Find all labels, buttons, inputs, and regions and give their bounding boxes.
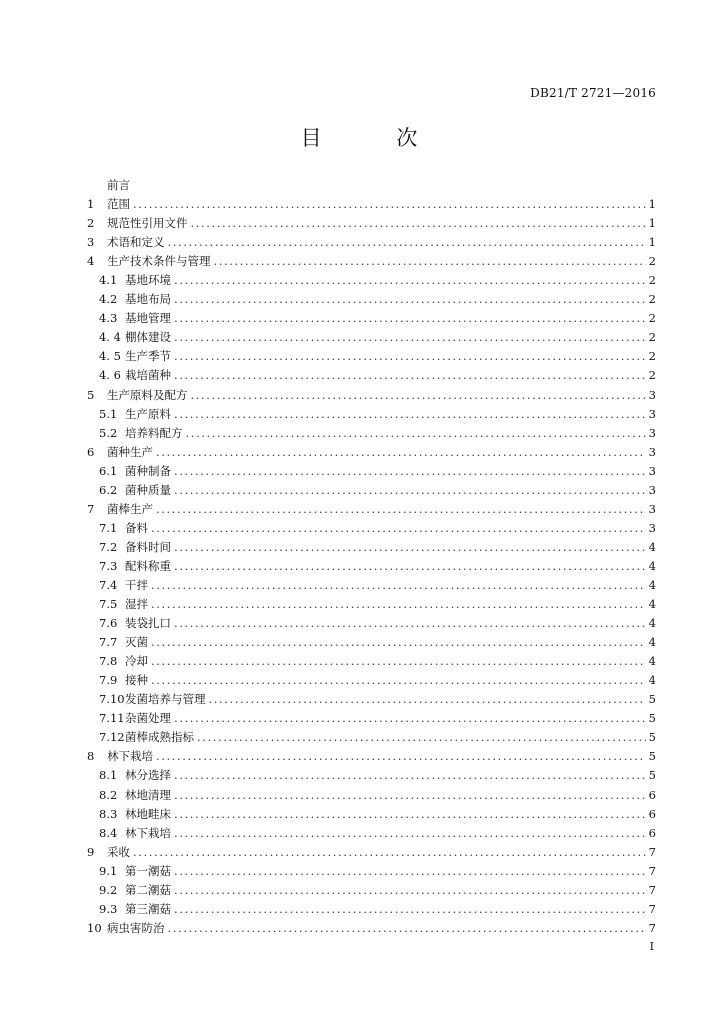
toc-entry[interactable] (87, 805, 656, 824)
toc-leader-dots (174, 309, 646, 328)
toc-entry-number: 4. 5 (99, 349, 121, 364)
toc-entry[interactable] (87, 881, 656, 900)
toc-entry-page: 5 (648, 692, 656, 707)
toc-entry-label: 发菌培养与管理 (125, 692, 206, 707)
toc-entry[interactable] (87, 405, 656, 424)
toc-entry-label: 林分选择 (125, 768, 171, 783)
toc-entry-number: 7.9 (99, 673, 118, 688)
toc-entry-label: 病虫害防治 (107, 920, 165, 935)
toc-entry-number: 6.2 (99, 482, 118, 497)
toc-entry-number: 5.2 (99, 425, 118, 440)
toc-entry-label: 栽培菌种 (125, 368, 171, 383)
page-title: 目 次 (300, 126, 452, 150)
toc-entry-number: 9.3 (99, 901, 118, 916)
toc-entry[interactable] (87, 462, 656, 481)
toc-entry-page: 2 (648, 273, 656, 288)
toc-entry[interactable] (87, 747, 656, 766)
toc-entry[interactable] (87, 557, 656, 576)
toc-entry-label: 基地管理 (125, 311, 171, 326)
toc-leader-dots (133, 843, 646, 862)
toc-entry[interactable] (87, 386, 656, 405)
toc-entry-label: 林下栽培 (107, 749, 153, 764)
toc-entry-label: 第二潮菇 (125, 882, 171, 897)
toc-entry[interactable] (87, 538, 656, 557)
toc-entry-label: 生产原料及配方 (107, 387, 188, 402)
toc-entry-number: 4 (87, 254, 95, 269)
toc-entry-label: 第三潮菇 (125, 901, 171, 916)
toc-entry[interactable] (87, 176, 656, 195)
toc-leader-dots (174, 405, 646, 424)
toc-entry-number: 5 (87, 387, 95, 402)
toc-entry-number: 7.10 (99, 692, 125, 707)
toc-entry-page: 3 (648, 387, 656, 402)
toc-entry-page: 2 (648, 311, 656, 326)
toc-entry-page: 4 (648, 616, 656, 631)
toc-entry-label: 林下栽培 (125, 825, 171, 840)
toc-entry[interactable] (87, 214, 656, 233)
toc-entry-number: 1 (87, 197, 95, 212)
toc-entry-number: 7.8 (99, 654, 118, 669)
toc-leader-dots (174, 766, 646, 785)
toc-leader-dots (174, 614, 646, 633)
toc-entry-number: 8.1 (99, 768, 118, 783)
toc-leader-dots (174, 862, 646, 881)
toc-leader-dots (151, 595, 646, 614)
toc-entry-label: 林地畦床 (125, 806, 171, 821)
toc-entry-number: 7.11 (99, 711, 125, 726)
toc-entry-label: 菌种制备 (125, 463, 171, 478)
toc-entry-number: 8.4 (99, 825, 118, 840)
toc-entry-label: 范围 (107, 197, 130, 212)
toc-entry-page: 6 (648, 825, 656, 840)
toc-entry[interactable] (87, 195, 656, 214)
toc-entry-page: 3 (648, 463, 656, 478)
toc-entry-label: 采收 (107, 844, 130, 859)
toc-entry[interactable] (87, 290, 656, 309)
toc-entry[interactable] (87, 824, 656, 843)
toc-entry[interactable] (87, 233, 656, 252)
toc-entry[interactable] (87, 309, 656, 328)
toc-entry-number: 4. 6 (99, 368, 121, 383)
toc-entry-page: 2 (648, 292, 656, 307)
toc-entry-number: 2 (87, 216, 95, 231)
toc-entry[interactable] (87, 900, 656, 919)
toc-leader-dots (156, 747, 646, 766)
toc-entry[interactable] (87, 671, 656, 690)
toc-leader-dots (174, 900, 646, 919)
toc-entry-page: 3 (648, 520, 656, 535)
toc-entry-page: 3 (648, 482, 656, 497)
toc-leader-dots (191, 386, 646, 405)
toc-entry-number: 7.6 (99, 616, 118, 631)
toc-leader-dots (174, 709, 646, 728)
toc-entry[interactable] (87, 766, 656, 785)
toc-entry-number: 4.2 (99, 292, 118, 307)
toc-entry-page: 5 (648, 711, 656, 726)
toc-entry[interactable] (87, 919, 656, 938)
toc-entry-number: 5.1 (99, 406, 118, 421)
toc-entry[interactable] (87, 500, 656, 519)
toc-entry-page: 5 (648, 768, 656, 783)
toc-entry-number: 4. 4 (99, 330, 121, 345)
toc-entry-label: 杂菌处理 (125, 711, 171, 726)
toc-leader-dots (151, 633, 646, 652)
toc-leader-dots (151, 576, 646, 595)
toc-leader-dots (156, 500, 646, 519)
toc-entry-label: 菌种生产 (107, 444, 153, 459)
toc-leader-dots (174, 271, 646, 290)
toc-entry-page: 7 (648, 901, 656, 916)
toc-leader-dots (214, 252, 646, 271)
toc-entry-label: 生产季节 (125, 349, 171, 364)
toc-entry-number: 7.12 (99, 730, 125, 745)
toc-entry-label: 基地环境 (125, 273, 171, 288)
toc-entry-label: 基地布局 (125, 292, 171, 307)
toc-entry-page: 4 (648, 673, 656, 688)
toc-entry-label: 生产原料 (125, 406, 171, 421)
toc-entry-page: 4 (648, 558, 656, 573)
toc-leader-dots (133, 195, 646, 214)
toc-entry[interactable] (87, 519, 656, 538)
toc-leader-dots (186, 424, 646, 443)
toc-entry-number: 6 (87, 444, 95, 459)
toc-entry-label: 第一潮菇 (125, 863, 171, 878)
toc-entry[interactable] (87, 271, 656, 290)
toc-entry-page: 7 (648, 844, 656, 859)
toc-entry-page: 4 (648, 597, 656, 612)
toc-entry-number: 8.3 (99, 806, 118, 821)
toc-entry[interactable] (87, 633, 656, 652)
toc-entry-label: 湿拌 (125, 597, 148, 612)
toc-entry[interactable] (87, 728, 656, 747)
toc-entry[interactable] (87, 690, 656, 709)
toc-leader-dots (151, 671, 646, 690)
toc-leader-dots (174, 538, 646, 557)
toc-entry-number: 7.4 (99, 577, 118, 592)
toc-entry-page: 1 (648, 197, 656, 212)
toc-entry-page: 2 (648, 368, 656, 383)
standard-code: DB21/T 2721—2016 (530, 86, 656, 100)
toc-leader-dots (174, 328, 646, 347)
toc-entry-label: 装袋扎口 (125, 616, 171, 631)
toc-entry-number: 7.3 (99, 558, 118, 573)
toc-entry-number: 7.2 (99, 539, 118, 554)
toc-entry-page: 5 (648, 730, 656, 745)
toc-entry[interactable] (87, 709, 656, 728)
table-of-contents (87, 176, 656, 938)
toc-entry[interactable] (87, 576, 656, 595)
toc-entry-number: 7.7 (99, 635, 118, 650)
toc-entry-page: 3 (648, 444, 656, 459)
toc-entry-page: 1 (648, 216, 656, 231)
toc-entry-label: 备料 (125, 520, 148, 535)
toc-entry-page: 4 (648, 635, 656, 650)
toc-entry[interactable] (87, 443, 656, 462)
toc-entry-label: 林地清理 (125, 787, 171, 802)
toc-entry-number: 8.2 (99, 787, 118, 802)
toc-entry[interactable] (87, 595, 656, 614)
toc-leader-dots (174, 824, 646, 843)
toc-entry-page: 2 (648, 349, 656, 364)
toc-entry-label: 生产技术条件与管理 (107, 254, 211, 269)
toc-leader-dots (174, 881, 646, 900)
toc-entry-label: 前言 (107, 178, 130, 192)
toc-entry-page: 5 (648, 749, 656, 764)
toc-entry[interactable] (87, 843, 656, 862)
toc-entry-number: 9.1 (99, 863, 118, 878)
toc-entry-number: 3 (87, 235, 95, 250)
toc-leader-dots (209, 690, 646, 709)
toc-leader-dots (174, 290, 646, 309)
toc-entry-page: 7 (648, 882, 656, 897)
toc-entry-number: 9 (87, 844, 95, 859)
toc-entry-label: 接种 (125, 673, 148, 688)
toc-leader-dots (151, 652, 646, 671)
toc-leader-dots (174, 786, 646, 805)
toc-entry-number: 9.2 (99, 882, 118, 897)
toc-entry-page: 3 (648, 501, 656, 516)
toc-entry-page: 6 (648, 806, 656, 821)
toc-entry-page: 6 (648, 787, 656, 802)
toc-entry-number: 4.1 (99, 273, 118, 288)
toc-entry-page: 2 (648, 254, 656, 269)
toc-entry-page: 4 (648, 577, 656, 592)
toc-entry-label: 菌棒成熟指标 (125, 730, 194, 745)
toc-entry-page: 2 (648, 330, 656, 345)
toc-entry[interactable] (87, 252, 656, 271)
toc-entry-number: 7.1 (99, 520, 118, 535)
toc-entry-number: 7 (87, 501, 95, 516)
page-number: I (649, 940, 654, 953)
toc-leader-dots (174, 557, 646, 576)
toc-entry[interactable] (87, 862, 656, 881)
toc-entry-page: 3 (648, 406, 656, 421)
toc-entry[interactable] (87, 614, 656, 633)
toc-entry[interactable] (87, 366, 656, 385)
toc-entry-number: 8 (87, 749, 95, 764)
toc-leader-dots (156, 443, 646, 462)
toc-entry-label: 术语和定义 (107, 235, 165, 250)
toc-leader-dots (168, 919, 646, 938)
toc-entry-page: 1 (648, 235, 656, 250)
toc-entry[interactable] (87, 652, 656, 671)
toc-entry-number: 6.1 (99, 463, 118, 478)
toc-leader-dots (174, 462, 646, 481)
toc-leader-dots (191, 214, 646, 233)
toc-entry-label: 灭菌 (125, 635, 148, 650)
toc-entry-label: 备料时间 (125, 539, 171, 554)
toc-entry-label: 干拌 (125, 577, 148, 592)
toc-entry[interactable] (87, 481, 656, 500)
toc-entry[interactable] (87, 786, 656, 805)
toc-leader-dots (197, 728, 646, 747)
toc-leader-dots (174, 347, 646, 366)
toc-entry-page: 3 (648, 425, 656, 440)
toc-entry-number: 4.3 (99, 311, 118, 326)
toc-entry-label: 配料称重 (125, 558, 171, 573)
toc-leader-dots (174, 805, 646, 824)
toc-entry-page: 7 (648, 863, 656, 878)
toc-entry-label: 冷却 (125, 654, 148, 669)
toc-entry-label: 菌棒生产 (107, 501, 153, 516)
toc-entry-label: 培养料配方 (125, 425, 183, 440)
toc-entry-number: 7.5 (99, 597, 118, 612)
toc-entry-number: 10 (87, 920, 102, 935)
toc-leader-dots (174, 366, 646, 385)
toc-leader-dots (174, 481, 646, 500)
toc-entry-page: 4 (648, 654, 656, 669)
toc-entry[interactable] (87, 347, 656, 366)
toc-entry-page: 7 (648, 920, 656, 935)
toc-entry-label: 棚体建设 (125, 330, 171, 345)
toc-leader-dots (168, 233, 646, 252)
toc-leader-dots (151, 519, 646, 538)
toc-entry-page: 4 (648, 539, 656, 554)
toc-entry-label: 菌种质量 (125, 482, 171, 497)
toc-entry[interactable] (87, 328, 656, 347)
toc-entry-label: 规范性引用文件 (107, 216, 188, 231)
toc-entry[interactable] (87, 424, 656, 443)
